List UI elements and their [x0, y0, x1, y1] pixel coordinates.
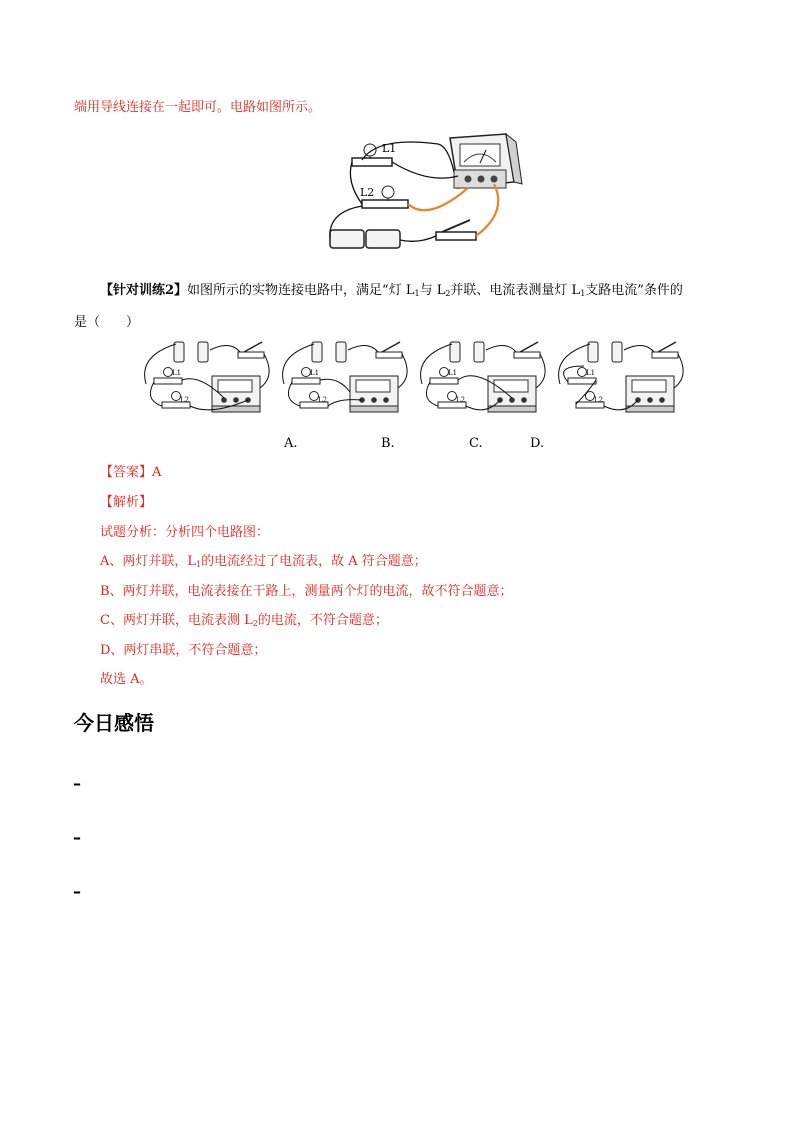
switch-icon: [436, 220, 476, 240]
analysis-label: 【解析】: [100, 495, 153, 510]
svg-text:L2: L2: [456, 396, 466, 404]
option-b-circuit: [283, 342, 408, 420]
option-d-circuit: [559, 342, 684, 420]
reflection-heading: 今日感悟: [74, 711, 154, 735]
lamp-l2-label: L2: [360, 186, 375, 199]
option-circuits: [140, 336, 690, 420]
svg-text:L2: L2: [180, 396, 190, 404]
choice-c-label: C.: [469, 436, 483, 451]
analysis-line-d: D、两灯串联，不符合题意；: [100, 643, 267, 658]
analysis-line-c: C、两灯并联，电流表测 $L_2$的电流，不符合题意；: [100, 613, 388, 628]
exercise-statement: 【针对训练2】如图所示的实物连接电路中，满足“灯 $L_1$与 $L_2$并联、电流表测量灯 $L_1$支路电流”条件的: [100, 283, 683, 298]
exercise-statement-line2: 是（ ）: [74, 315, 140, 330]
svg-text:L1: L1: [586, 369, 596, 377]
choice-a-label: A.: [284, 436, 298, 451]
answer-label: 【答案】A: [100, 465, 162, 480]
analysis-line-a: A、两灯并联，$L_1$的电流经过了电流表，故 A 符合题意；: [100, 554, 427, 569]
svg-text:L2: L2: [594, 396, 604, 404]
reflection-dash-1: –: [73, 774, 81, 793]
svg-text:L1: L1: [172, 369, 182, 377]
circuit-diagram-1: [318, 132, 528, 254]
option-c-circuit: [421, 342, 546, 420]
ammeter-icon: [450, 134, 522, 188]
lamp-l1-label: L1: [382, 142, 397, 155]
svg-text:L1: L1: [448, 369, 458, 377]
svg-text:L2: L2: [318, 396, 328, 404]
continued-text-line: 端用导线连接在一起即可。电路如图所示。: [74, 100, 322, 115]
analysis-intro: 试题分析：分析四个电路图：: [100, 525, 270, 540]
reflection-dash-3: –: [73, 882, 81, 901]
reflection-dash-2: –: [73, 828, 81, 847]
analysis-line-b: B、两灯并联，电流表接在干路上，测量两个灯的电流，故不符合题意；: [100, 584, 513, 599]
choice-b-label: B.: [381, 436, 395, 451]
option-a-circuit: [145, 342, 270, 420]
battery-icon: [330, 230, 400, 248]
analysis-conclusion: 故选 A。: [100, 672, 153, 687]
choice-d-label: D.: [530, 436, 545, 451]
exercise-title: 【针对训练2】: [100, 283, 188, 298]
svg-text:L1: L1: [310, 369, 320, 377]
